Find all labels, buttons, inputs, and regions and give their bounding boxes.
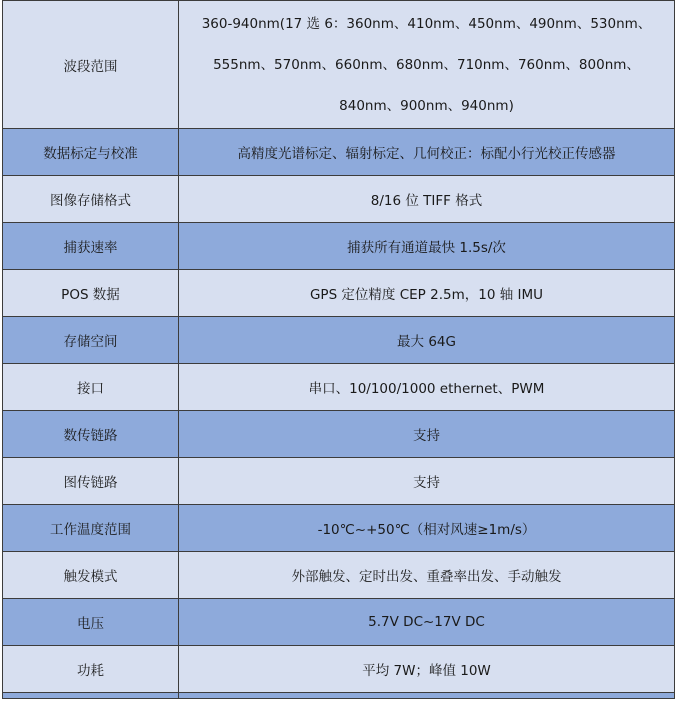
row-label: POS 数据 [3, 270, 179, 317]
row-value [179, 693, 675, 699]
row-label: 图像存储格式 [3, 176, 179, 223]
table-row [3, 411, 675, 458]
row-label: 波段范围 [3, 1, 179, 129]
row-label: 接口 [3, 364, 179, 411]
row-label: 功耗 [3, 646, 179, 693]
row-value: 支持 [179, 411, 675, 458]
row-value: GPS 定位精度 CEP 2.5m，10 轴 IMU [179, 270, 675, 317]
table-row [3, 458, 675, 505]
row-label: 存储空间 [3, 317, 179, 364]
row-value: 5.7V DC~17V DC [179, 599, 675, 646]
row-value: 捕获所有通道最快 1.5s/次 [179, 223, 675, 270]
row-label: 触发模式 [3, 552, 179, 599]
row-value: 外部触发、定时出发、重叠率出发、手动触发 [179, 552, 675, 599]
value-line: 555nm、570nm、660nm、680nm、710nm、760nm、800nm、 [213, 57, 640, 73]
table-row [3, 317, 675, 364]
table-row [3, 505, 675, 552]
table-row [3, 599, 675, 646]
row-value: 高精度光谱标定、辐射标定、几何校正：标配小行光校正传感器 [179, 129, 675, 176]
table-row [3, 129, 675, 176]
row-label: 图传链路 [3, 458, 179, 505]
row-label: 数传链路 [3, 411, 179, 458]
table-row [3, 270, 675, 317]
table-row [3, 646, 675, 693]
row-value: 8/16 位 TIFF 格式 [179, 176, 675, 223]
row-value: 最大 64G [179, 317, 675, 364]
row-label: 工作温度范围 [3, 505, 179, 552]
row-label: 捕获速率 [3, 223, 179, 270]
table-row [3, 176, 675, 223]
table-row [3, 552, 675, 599]
table-row [3, 223, 675, 270]
table-row [3, 1, 675, 129]
row-value: -10℃~+50℃（相对风速≥1m/s） [179, 505, 675, 552]
row-label [3, 693, 179, 699]
value-line: 360-940nm(17 选 6：360nm、410nm、450nm、490nm、530nm、 [201, 16, 652, 32]
row-label: 数据标定与校准 [3, 129, 179, 176]
value-line: 840nm、900nm、940nm) [339, 98, 514, 114]
table-row-partial [3, 693, 675, 699]
spec-table [2, 0, 675, 699]
row-label: 电压 [3, 599, 179, 646]
table-row [3, 364, 675, 411]
row-value [179, 1, 675, 129]
row-value: 串口、10/100/1000 ethernet、PWM [179, 364, 675, 411]
row-value: 平均 7W；峰值 10W [179, 646, 675, 693]
row-value: 支持 [179, 458, 675, 505]
